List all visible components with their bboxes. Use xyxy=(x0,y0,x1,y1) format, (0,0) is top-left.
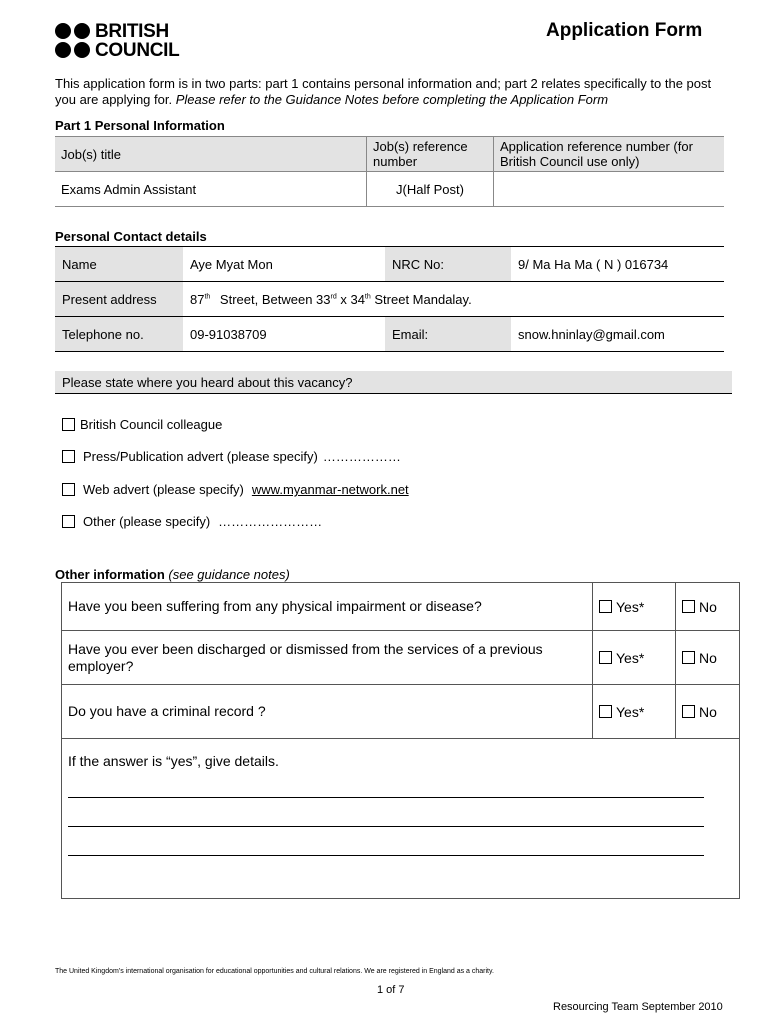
option-press[interactable]: Press/Publication advert (please specify) ……………… xyxy=(62,449,401,464)
logo-dots-icon xyxy=(55,23,91,59)
intro-italic: Please refer to the Guidance Notes before completing the Application Form xyxy=(175,91,609,107)
footer-team: Resourcing Team September 2010 xyxy=(553,1001,723,1013)
checkbox-icon[interactable] xyxy=(62,515,75,528)
intro-paragraph xyxy=(55,76,735,107)
nrc-label: NRC No: xyxy=(385,247,511,282)
checkbox-icon[interactable] xyxy=(62,483,75,496)
checkbox-icon[interactable] xyxy=(62,450,75,463)
checkbox-icon[interactable] xyxy=(62,418,75,431)
details-line[interactable] xyxy=(68,783,704,798)
part1-heading: Part 1 Personal Information xyxy=(55,118,225,133)
question-3: Do you have a criminal record ? xyxy=(62,685,593,739)
q1-yes[interactable]: Yes* xyxy=(593,583,676,631)
question-1: Have you been suffering from any physical impairment or disease? xyxy=(62,583,593,631)
vacancy-prompt: Please state where you heard about this vacancy? xyxy=(55,371,732,394)
app-ref-value[interactable] xyxy=(494,172,725,207)
address-value[interactable]: 87th Street, Between 33rd x 34th Street Mandalay. xyxy=(183,282,724,317)
job-ref-header: Job(s) reference number xyxy=(367,137,494,172)
option-web[interactable]: Web advert (please specify) www.myanmar-network.net xyxy=(62,482,409,497)
details-area[interactable] xyxy=(62,739,740,899)
job-table xyxy=(55,136,724,207)
footer-note: The United Kingdom’s international organisation for educational opportunities and cultural relations. We are registered in England as a charity. xyxy=(55,968,494,975)
contact-table xyxy=(55,246,724,352)
q2-yes[interactable]: Yes* xyxy=(593,631,676,685)
details-line[interactable] xyxy=(68,841,704,856)
job-ref-value[interactable]: J(Half Post) xyxy=(367,172,494,207)
address-label: Present address xyxy=(55,282,183,317)
option-other[interactable]: Other (please specify) …………………… xyxy=(62,514,322,529)
job-title-header: Job(s) title xyxy=(55,137,367,172)
question-2: Have you ever been discharged or dismissed from the services of a previous employer? xyxy=(62,631,593,685)
q1-no[interactable]: No xyxy=(676,583,740,631)
app-ref-header: Application reference number (for British Council use only) xyxy=(494,137,725,172)
intro-text: This application form is in two parts: part 1 contains personal information and; part 2 relates specifically to the post you are applying for. xyxy=(55,76,712,107)
nrc-value[interactable]: 9/ Ma Ha Ma ( N ) 016734 xyxy=(511,247,724,282)
contact-heading: Personal Contact details xyxy=(55,229,207,244)
email-value[interactable]: snow.hninlay@gmail.com xyxy=(511,317,724,352)
british-council-logo xyxy=(55,22,195,62)
logo-word-council: COUNCIL xyxy=(95,40,180,61)
other-info-heading: Other information (see guidance notes) xyxy=(55,567,290,582)
job-title-value[interactable]: Exams Admin Assistant xyxy=(55,172,367,207)
web-advert-link[interactable]: www.myanmar-network.net xyxy=(251,482,409,497)
phone-value[interactable]: 09-91038709 xyxy=(183,317,385,352)
other-info-table xyxy=(61,582,740,899)
logo-word-british: BRITISH xyxy=(95,21,169,42)
details-line[interactable] xyxy=(68,812,704,827)
name-value[interactable]: Aye Myat Mon xyxy=(183,247,385,282)
q2-no[interactable]: No xyxy=(676,631,740,685)
email-label: Email: xyxy=(385,317,511,352)
name-label: Name xyxy=(55,247,183,282)
details-prompt: If the answer is “yes”, give details. xyxy=(68,753,279,769)
page-number: 1 of 7 xyxy=(377,984,405,996)
q3-no[interactable]: No xyxy=(676,685,740,739)
page-title: Application Form xyxy=(546,20,703,41)
option-colleague[interactable]: British Council colleague xyxy=(62,417,222,432)
phone-label: Telephone no. xyxy=(55,317,183,352)
q3-yes[interactable]: Yes* xyxy=(593,685,676,739)
